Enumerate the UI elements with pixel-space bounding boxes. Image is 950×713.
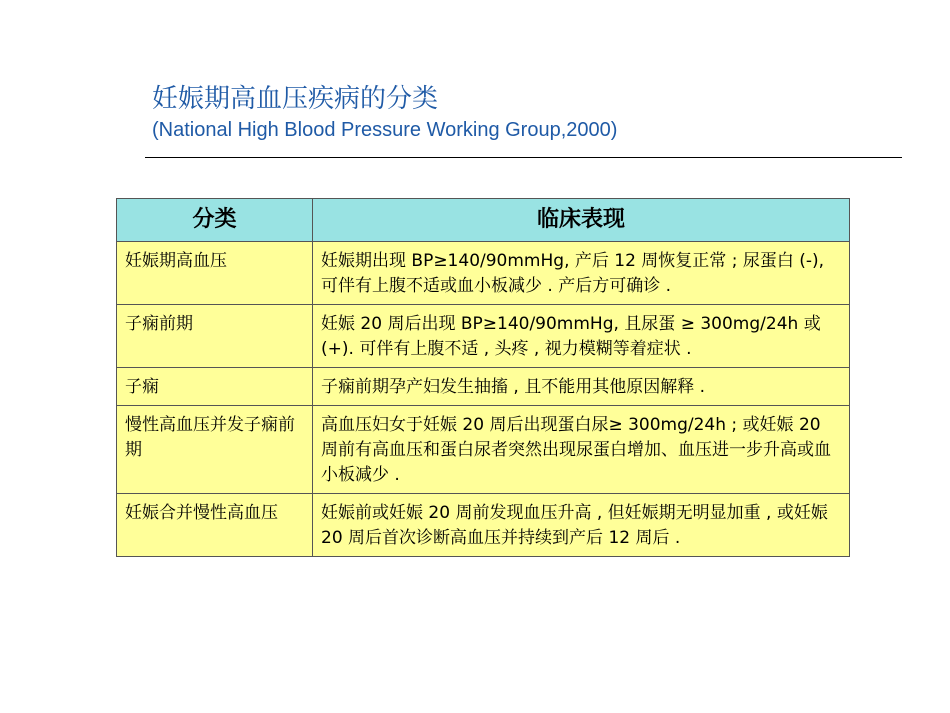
table-row	[117, 494, 850, 557]
slide-title-block	[152, 82, 617, 143]
category-cell: 子痫前期	[117, 305, 313, 368]
description-cell: 妊娠前或妊娠 20 周前发现血压升高 , 但妊娠期无明显加重 , 或妊娠 20 周后首次诊断高血压并持续到产后 12 周后 .	[313, 494, 850, 557]
table-row	[117, 406, 850, 494]
header-clinical-manifestation: 临床表现	[313, 199, 850, 242]
description-cell: 高血压妇女于妊娠 20 周后出现蛋白尿≥ 300mg/24h ; 或妊娠 20 周前有高血压和蛋白尿者突然出现尿蛋白增加、血压进一步升高或血小板减少 .	[313, 406, 850, 494]
table-row	[117, 242, 850, 305]
table-row	[117, 305, 850, 368]
title-divider	[145, 157, 902, 158]
classification-table	[116, 198, 850, 557]
category-cell: 子痫	[117, 368, 313, 406]
description-cell: 妊娠期出现 BP≥140/90mmHg, 产后 12 周恢复正常 ; 尿蛋白 (-), 可伴有上腹不适或血小板减少 . 产后方可确诊 .	[313, 242, 850, 305]
category-cell: 妊娠合并慢性高血压	[117, 494, 313, 557]
table-header-row	[117, 199, 850, 242]
description-cell: 妊娠 20 周后出现 BP≥140/90mmHg, 且尿蛋 ≥ 300mg/24h 或 (+). 可伴有上腹不适 , 头疼 , 视力模糊等着症状 .	[313, 305, 850, 368]
header-category: 分类	[117, 199, 313, 242]
description-cell: 子痫前期孕产妇发生抽搐 , 且不能用其他原因解释 .	[313, 368, 850, 406]
category-cell: 慢性高血压并发子痫前期	[117, 406, 313, 494]
category-cell: 妊娠期高血压	[117, 242, 313, 305]
slide-title: 妊娠期高血压疾病的分类	[152, 84, 439, 114]
table-row	[117, 368, 850, 406]
slide-subtitle-source: (National High Blood Pressure Working Group,2000)	[152, 119, 618, 141]
